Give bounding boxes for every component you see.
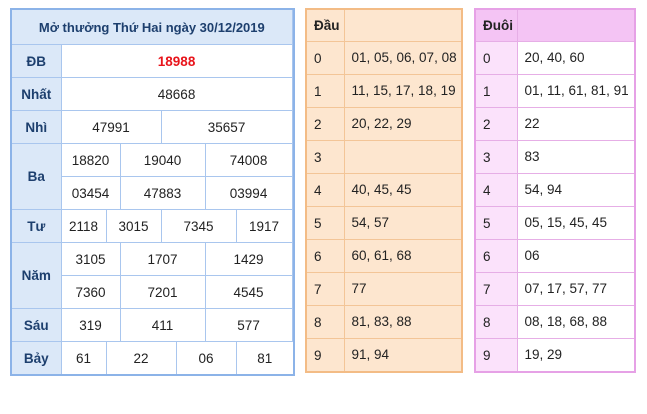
head-digit-values: 91, 94 xyxy=(344,339,462,373)
seventh-prize-number: 81 xyxy=(236,342,294,376)
head-digit-key: 2 xyxy=(306,108,344,141)
fifth-prize-number: 4545 xyxy=(205,276,292,309)
seventh-prize-number: 22 xyxy=(106,342,176,376)
tail-digit-key: 4 xyxy=(475,174,517,207)
tail-digit-key: 0 xyxy=(475,42,517,75)
prize-label-tu: Tư xyxy=(11,210,61,243)
head-digit-key: 7 xyxy=(306,273,344,306)
tail-digit-values: 20, 40, 60 xyxy=(517,42,635,75)
tail-digit-key: 8 xyxy=(475,306,517,339)
head-digit-values: 40, 45, 45 xyxy=(344,174,462,207)
fifth-prize-number: 1429 xyxy=(205,243,292,276)
third-prize-number: 03454 xyxy=(61,177,120,210)
lottery-results-table xyxy=(10,8,295,376)
first-prize-number: 48668 xyxy=(61,78,292,111)
head-digit-key: 8 xyxy=(306,306,344,339)
prize-label-nhat: Nhất xyxy=(11,78,61,111)
tail-digit-key: 3 xyxy=(475,141,517,174)
head-digit-key: 4 xyxy=(306,174,344,207)
third-prize-number: 03994 xyxy=(205,177,292,210)
prize-label-sau: Sáu xyxy=(11,309,61,342)
table-row xyxy=(306,207,462,240)
third-prize-number: 18820 xyxy=(61,144,120,177)
third-prize-number: 47883 xyxy=(120,177,205,210)
head-digit-key: 6 xyxy=(306,240,344,273)
table-row xyxy=(306,174,462,207)
head-digit-values: 60, 61, 68 xyxy=(344,240,462,273)
tail-digit-header: Đuôi xyxy=(475,9,517,42)
results-title: Mở thưởng Thứ Hai ngày 30/12/2019 xyxy=(11,9,292,45)
head-digit-key: 9 xyxy=(306,339,344,373)
table-row xyxy=(306,273,462,306)
tail-digit-values: 83 xyxy=(517,141,635,174)
tail-digit-key: 6 xyxy=(475,240,517,273)
table-row xyxy=(475,42,635,75)
tail-digit-values: 05, 15, 45, 45 xyxy=(517,207,635,240)
fifth-prize-number: 7360 xyxy=(61,276,120,309)
sixth-prize-number: 577 xyxy=(205,309,292,342)
head-digit-values: 11, 15, 17, 18, 19 xyxy=(344,75,462,108)
seventh-prize-number: 06 xyxy=(176,342,236,376)
fourth-prize-number: 7345 xyxy=(161,210,236,243)
head-digit-key: 0 xyxy=(306,42,344,75)
tail-digit-values: 06 xyxy=(517,240,635,273)
tail-digit-header-blank xyxy=(517,9,635,42)
third-prize-number: 74008 xyxy=(205,144,292,177)
table-row xyxy=(306,339,462,373)
prize-label-nhi: Nhì xyxy=(11,111,61,144)
fifth-prize-number: 7201 xyxy=(120,276,205,309)
fourth-prize-number: 2118 xyxy=(61,210,106,243)
fifth-prize-number: 3105 xyxy=(61,243,120,276)
table-row xyxy=(475,273,635,306)
tail-digit-key: 5 xyxy=(475,207,517,240)
table-row xyxy=(306,42,462,75)
table-row xyxy=(475,339,635,373)
table-row xyxy=(475,174,635,207)
head-digit-values: 01, 05, 06, 07, 08 xyxy=(344,42,462,75)
tail-digit-values: 01, 11, 61, 81, 91 xyxy=(517,75,635,108)
tail-digit-key: 2 xyxy=(475,108,517,141)
head-digit-header-blank xyxy=(344,9,462,42)
prize-label-ba: Ba xyxy=(11,144,61,210)
special-prize-number: 18988 xyxy=(61,45,292,78)
table-row xyxy=(306,306,462,339)
table-row xyxy=(475,108,635,141)
fourth-prize-number: 1917 xyxy=(236,210,292,243)
head-digit-values xyxy=(344,141,462,174)
third-prize-number: 19040 xyxy=(120,144,205,177)
tail-digit-key: 9 xyxy=(475,339,517,373)
table-row xyxy=(475,240,635,273)
tail-digit-values: 54, 94 xyxy=(517,174,635,207)
second-prize-number: 47991 xyxy=(61,111,161,144)
head-digit-table xyxy=(305,8,463,373)
tail-digit-table xyxy=(474,8,636,373)
tail-digit-values: 22 xyxy=(517,108,635,141)
seventh-prize-number: 61 xyxy=(61,342,106,376)
table-row xyxy=(306,141,462,174)
table-row xyxy=(475,141,635,174)
table-row xyxy=(306,108,462,141)
prize-label-nam: Năm xyxy=(11,243,61,309)
head-digit-values: 20, 22, 29 xyxy=(344,108,462,141)
table-row xyxy=(475,207,635,240)
head-digit-values: 77 xyxy=(344,273,462,306)
head-digit-key: 1 xyxy=(306,75,344,108)
head-digit-values: 54, 57 xyxy=(344,207,462,240)
tail-digit-values: 08, 18, 68, 88 xyxy=(517,306,635,339)
sixth-prize-number: 411 xyxy=(120,309,205,342)
head-digit-key: 5 xyxy=(306,207,344,240)
prize-label-db: ĐB xyxy=(11,45,61,78)
prize-label-bay: Bảy xyxy=(11,342,61,376)
head-digit-values: 81, 83, 88 xyxy=(344,306,462,339)
head-digit-key: 3 xyxy=(306,141,344,174)
table-row xyxy=(475,306,635,339)
table-row xyxy=(475,75,635,108)
table-row xyxy=(306,240,462,273)
tail-digit-values: 19, 29 xyxy=(517,339,635,373)
sixth-prize-number: 319 xyxy=(61,309,120,342)
fifth-prize-number: 1707 xyxy=(120,243,205,276)
table-row xyxy=(306,75,462,108)
head-digit-header: Đầu xyxy=(306,9,344,42)
tail-digit-key: 1 xyxy=(475,75,517,108)
tail-digit-values: 07, 17, 57, 77 xyxy=(517,273,635,306)
fourth-prize-number: 3015 xyxy=(106,210,161,243)
tail-digit-key: 7 xyxy=(475,273,517,306)
second-prize-number: 35657 xyxy=(161,111,292,144)
